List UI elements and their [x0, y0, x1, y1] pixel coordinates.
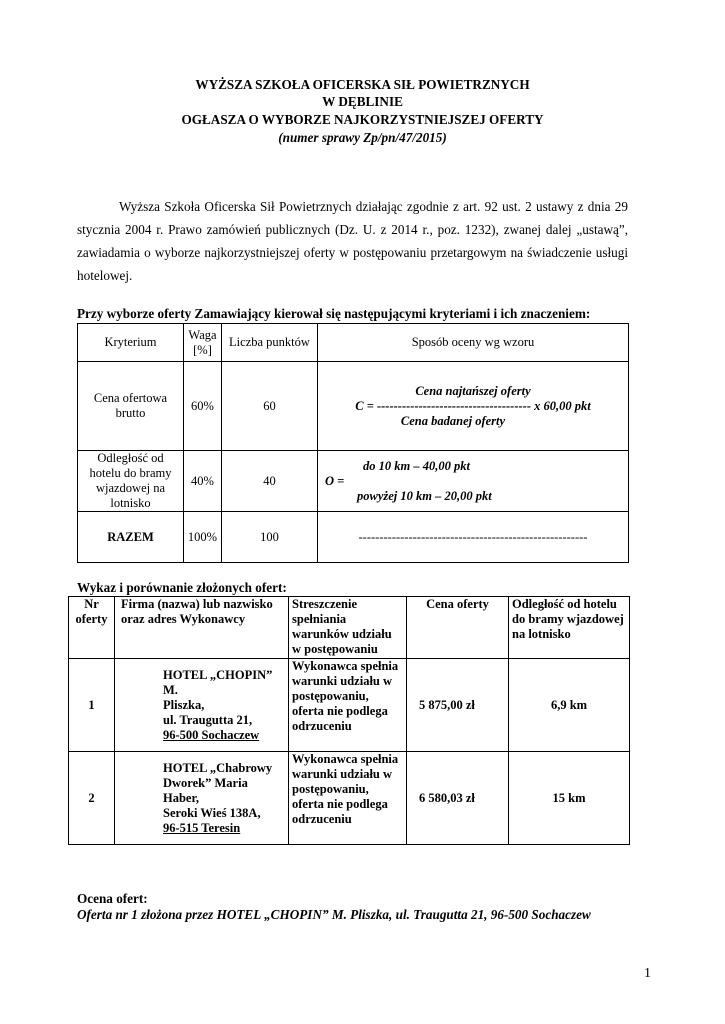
formula-price-main: C = ------------------------------------- x 60,00 pkt: [355, 398, 591, 413]
offers-table: [68, 596, 630, 845]
offer-row: [69, 752, 630, 845]
offer-summary: Wykonawca spełnia warunki udziału w postępowaniu, oferta nie podlega odrzuceniu: [289, 752, 407, 845]
offers-header-price: Cena oferty: [407, 597, 509, 659]
evaluation-title: Ocena ofert:: [77, 891, 148, 906]
offer-firm: [115, 752, 289, 845]
points-price: 60: [222, 362, 318, 451]
case-number: (numer sprawy Zp/pn/47/2015): [278, 130, 447, 145]
criteria-header-criterion: Kryterium: [78, 324, 184, 362]
intro-paragraph: [77, 195, 628, 287]
formula-distance-top: do 10 km – 40,00 pkt: [363, 458, 470, 473]
weight-total: 100%: [184, 512, 222, 563]
criterion-total: RAZEM: [78, 512, 184, 563]
criteria-title: Przy wyborze oferty Zamawiający kierował się następującymi kryteriami i ich znaczeniem:: [77, 306, 591, 321]
criterion-price: Cena ofertowa brutto: [78, 362, 184, 451]
offer-firm-line-1: HOTEL „Chabrowy: [163, 760, 273, 775]
offer-distance: 6,9 km: [509, 659, 630, 752]
offer-firm: [115, 659, 289, 752]
header-line-1: WYŻSZA SZKOŁA OFICERSKA SIŁ POWIETRZNYCH: [195, 77, 530, 92]
formula-price-denominator: Cena badanej oferty: [400, 413, 506, 428]
offer-nr: 1: [69, 659, 115, 752]
offer-firm-line-2: Dworek” Maria Haber,: [163, 775, 248, 805]
criteria-header-row: [78, 324, 629, 362]
criteria-row-price: [78, 362, 629, 451]
offer-nr: 2: [69, 752, 115, 845]
offer-firm-line-3: ul. Traugutta 21,: [163, 712, 253, 727]
weight-price: 60%: [184, 362, 222, 451]
offers-header-firm: Firma (nazwa) lub nazwisko oraz adres Wykonawcy: [115, 597, 289, 659]
criteria-table: [77, 323, 629, 563]
criteria-row-total: [78, 512, 629, 563]
formula-distance: [318, 451, 629, 512]
points-distance: 40: [222, 451, 318, 512]
offer-firm-line-4: 96-500 Sochaczew: [163, 727, 260, 742]
formula-total: -------------------------------------------------------: [318, 512, 629, 563]
formula-price-numerator: Cena najtańszej oferty: [415, 383, 531, 398]
offer-firm-line-2: Pliszka,: [163, 697, 205, 712]
evaluation-text: Oferta nr 1 złożona przez HOTEL „CHOPIN” M. Pliszka, ul. Traugutta 21, 96-500 Sochaczew: [77, 907, 591, 922]
intro-text: Wyższa Szkoła Oficerska Sił Powietrznych działając zgodnie z art. 92 ust. 2 ustawy z dnia 29 stycznia 2004 r. Prawo zamówień publicznych (Dz. U. z 2014 r., poz. 1232), zwanej dalej „ustawą”, zawiadamia o wyborze najkorzystniejszej oferty w postępowaniu przetargowym na świadczenie usługi hotelowej.: [77, 199, 628, 283]
offer-firm-line-3: Seroki Wieś 138A,: [163, 805, 261, 820]
offers-header-nr: Nr oferty: [69, 597, 115, 659]
page-number: 1: [644, 966, 651, 981]
weight-distance: 40%: [184, 451, 222, 512]
offer-firm-line-4: 96-515 Teresin: [163, 820, 241, 835]
points-total: 100: [222, 512, 318, 563]
offers-header-distance: Odległość od hotelu do bramy wjazdowej na lotnisko: [509, 597, 630, 659]
formula-distance-main: O =: [325, 473, 345, 488]
offer-price: 6 580,03 zł: [407, 752, 509, 845]
offers-title: Wykaz i porównanie złożonych ofert:: [77, 580, 287, 595]
offer-summary: Wykonawca spełnia warunki udziału w postępowaniu, oferta nie podlega odrzuceniu: [289, 659, 407, 752]
criteria-header-points: Liczba punktów: [222, 324, 318, 362]
offer-price: 5 875,00 zł: [407, 659, 509, 752]
offers-header-summary: Streszczenie spełniania warunków udziału w postępowaniu: [289, 597, 407, 659]
criterion-distance: Odległość od hotelu do bramy wjazdowej na lotnisko: [78, 451, 184, 512]
criteria-row-distance: [78, 451, 629, 512]
offer-distance: 15 km: [509, 752, 630, 845]
offer-firm-line-1: HOTEL „CHOPIN” M.: [163, 667, 273, 697]
offers-header-row: [69, 597, 630, 659]
offer-row: [69, 659, 630, 752]
criteria-header-weight: Waga [%]: [184, 324, 222, 362]
formula-distance-bottom: powyżej 10 km – 20,00 pkt: [357, 488, 492, 503]
formula-price: [318, 362, 629, 451]
header-line-2: W DĘBLINIE: [322, 94, 403, 109]
header-line-3: OGŁASZA O WYBORZE NAJKORZYSTNIEJSZEJ OFERTY: [181, 112, 544, 127]
criteria-header-method: Sposób oceny wg wzoru: [318, 324, 629, 362]
